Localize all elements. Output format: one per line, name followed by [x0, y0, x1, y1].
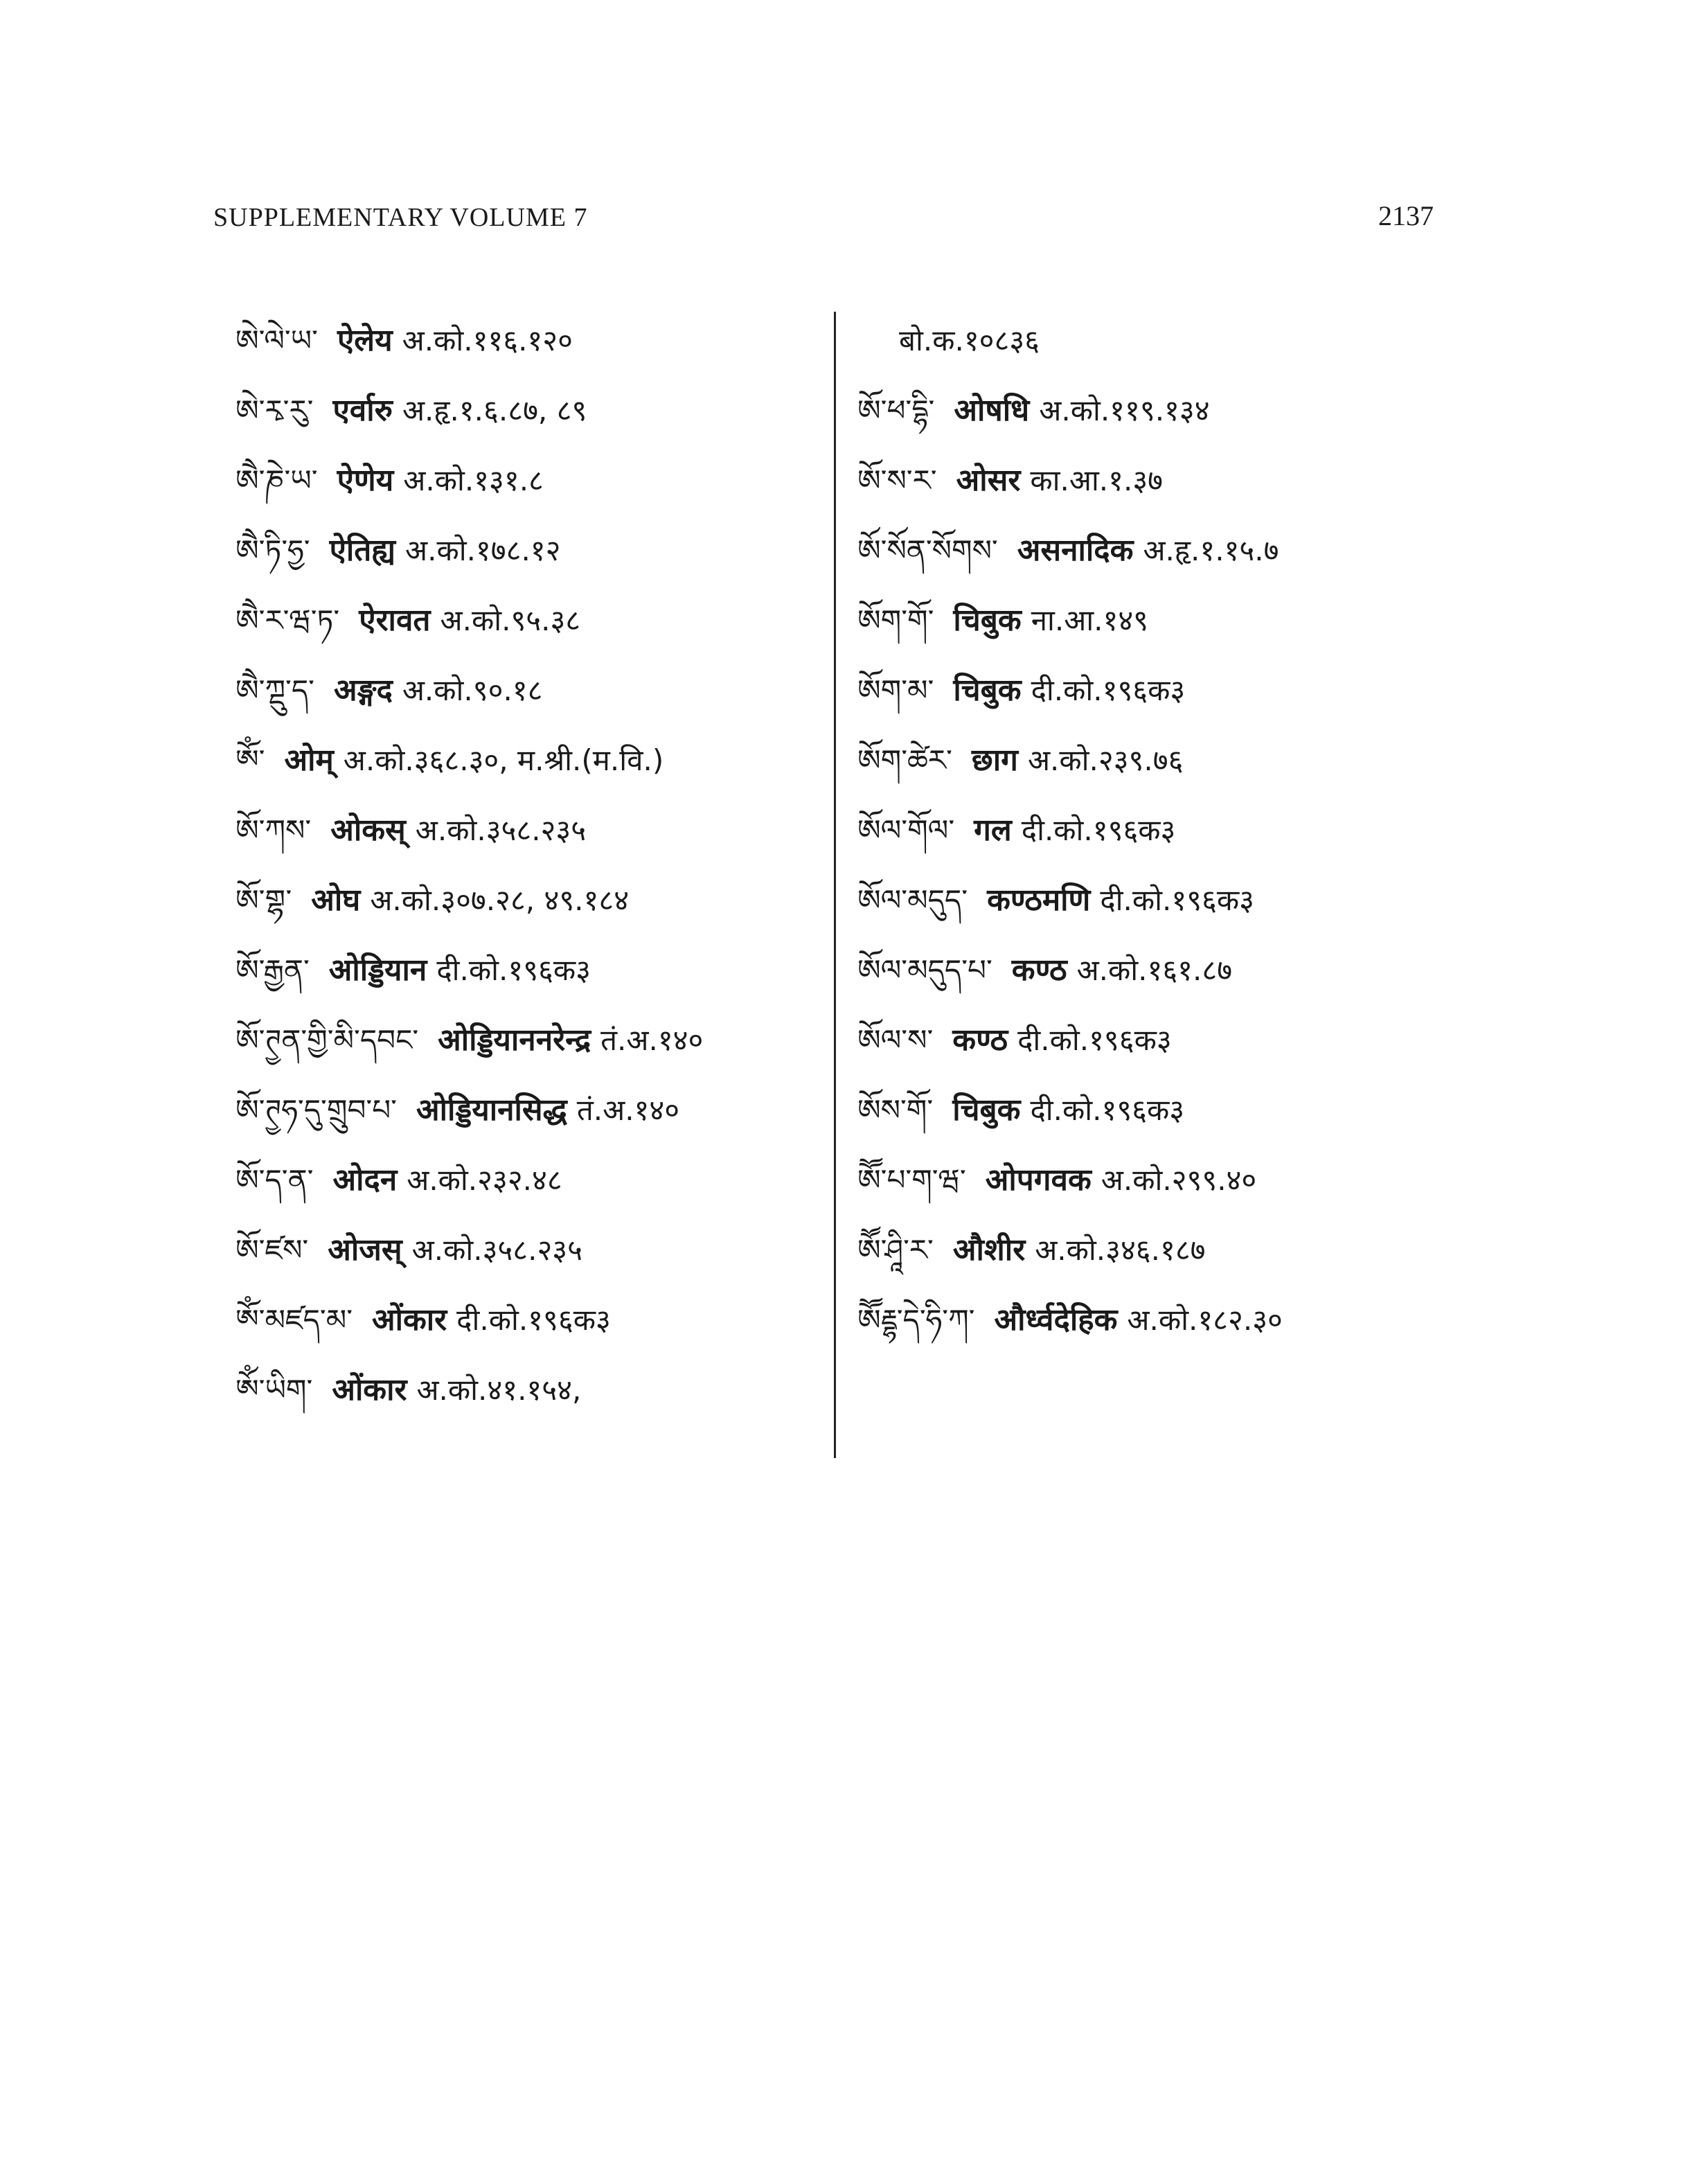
left-column [235, 320, 824, 1439]
source-reference: अ.को.३४६.१८७ [1035, 1233, 1206, 1267]
dictionary-entry [857, 1090, 1481, 1160]
sanskrit-term: ऐणेय [337, 463, 394, 498]
tibetan-term: ཨཻ་ཀྡུ་ད་ [235, 673, 314, 707]
tibetan-term: ཨོཾ་ཡིག་ [235, 1373, 313, 1407]
dictionary-entry [235, 530, 824, 600]
dictionary-entry [857, 1299, 1481, 1369]
source-reference: अ.को.३०७.२८, ४९.१८४ [370, 883, 630, 917]
dictionary-entry [235, 740, 824, 810]
sanskrit-term: ओड्डियानसिद्ध [416, 1092, 567, 1128]
source-reference: दी.को.१९६क३ [436, 953, 591, 987]
source-reference: दी.को.१९६क३ [1100, 883, 1254, 917]
dictionary-entry [235, 600, 824, 670]
sanskrit-term: छाग [971, 743, 1018, 778]
dictionary-entry [235, 950, 824, 1020]
source-reference: दी.को.१९६क३ [1031, 673, 1186, 707]
page-number: 2137 [1378, 200, 1434, 231]
source-reference: अ.हृ.१.६.८७, ८९ [402, 393, 587, 427]
sanskrit-term: ओघ [311, 882, 361, 918]
tibetan-term: ཨོ་ཀས་ [235, 813, 312, 847]
tibetan-term: ཨཻ་ཏི་ཧྱ་ [235, 533, 310, 567]
tibetan-term: ཨོས་གོ་ [857, 1093, 934, 1127]
source-reference: बो.क.१०८३६ [899, 323, 1040, 357]
sanskrit-term: ओसर [956, 463, 1021, 498]
dictionary-entry [235, 1299, 824, 1369]
tibetan-term: ཨོལ་ས་ [857, 1023, 934, 1057]
sanskrit-term: ओषधि [954, 393, 1030, 428]
source-reference: अ.को.१३१.८ [403, 463, 544, 497]
source-reference: अ.को.१७८.१२ [405, 533, 561, 567]
dictionary-entry [857, 1229, 1481, 1299]
sanskrit-term: ओपगवक [985, 1162, 1092, 1198]
dictionary-entry [235, 1160, 824, 1229]
source-reference: दी.को.१९६क३ [1021, 813, 1176, 847]
tibetan-term: ཨོཾ་ [235, 743, 265, 777]
source-reference: अ.को.३५८.२३५ [411, 1233, 582, 1267]
sanskrit-term: अङ्गद [334, 673, 393, 708]
tibetan-term: ཨོཾ་མཛད་མ་ [235, 1303, 353, 1337]
sanskrit-term: चिबुक [953, 673, 1022, 708]
source-reference: तं.अ.१४० [600, 1023, 704, 1057]
tibetan-term: ཨོག་མ་ [857, 673, 934, 707]
dictionary-entry [857, 1160, 1481, 1229]
source-reference: अ.को.१८२.३० [1127, 1303, 1283, 1337]
sanskrit-term: और्ध्वदेहिक [994, 1302, 1118, 1338]
sanskrit-term: कण्ठ [1011, 952, 1067, 988]
tibetan-term: ཨོ་རྒྱན་ [235, 953, 310, 987]
sanskrit-term: कण्ठ [952, 1022, 1008, 1058]
sanskrit-term: कण्ठमणि [987, 882, 1091, 918]
sanskrit-term: ओंकार [332, 1372, 407, 1408]
dictionary-entry [857, 740, 1481, 810]
tibetan-term: ཨོལ་མདུད་པ་ [857, 953, 992, 987]
tibetan-term: ཨོག་ཚེར་ [857, 743, 952, 777]
tibetan-term: ཨཽ་ཤཱི་ར་ [857, 1233, 934, 1267]
sanskrit-term: ऐतिह्य [329, 533, 395, 568]
sanskrit-term: ऐलेय [337, 323, 393, 358]
source-reference: दी.को.१९६क३ [1030, 1093, 1185, 1127]
dictionary-entry [857, 670, 1481, 740]
dictionary-entry [857, 600, 1481, 670]
sanskrit-term: ओड्डियान [328, 952, 427, 988]
source-reference: अ.को.१६१.८७ [1076, 953, 1233, 987]
source-reference: अ.को.११९.१३४ [1039, 393, 1210, 427]
dictionary-entry [857, 950, 1481, 1020]
dictionary-entry [235, 390, 824, 460]
tibetan-term: ཨོག་གོ་ [857, 603, 934, 637]
source-reference: दी.को.१९६क३ [1017, 1023, 1172, 1057]
tibetan-term: ཨོ་ཊྱན་གྱི་མི་དབང་ [235, 1023, 419, 1057]
dictionary-entry [857, 880, 1481, 950]
tibetan-term: ཨོ་ཛས་ [235, 1233, 309, 1267]
tibetan-term: ཨོ་སོན་སོགས་ [857, 533, 998, 567]
source-reference: ना.आ.१४९ [1031, 603, 1149, 637]
sanskrit-term: औशीर [952, 1232, 1026, 1268]
source-reference: अ.को.९०.१८ [402, 673, 543, 707]
tibetan-term: ཨོལ་གོལ་ [857, 813, 955, 847]
source-reference: अ.को.४१.१५४, [416, 1373, 582, 1407]
source-reference: अ.को.११६.१२० [402, 323, 573, 357]
dictionary-entry [235, 320, 824, 390]
tibetan-term: ཨེ་ལེ་ཡ་ [235, 323, 318, 357]
source-reference: अ.को.३६८.३०, म.श्री.(म.वि.) [343, 743, 664, 777]
dictionary-entry [235, 810, 824, 880]
source-reference: का.आ.१.३७ [1030, 463, 1164, 497]
source-reference: तं.अ.१४० [576, 1093, 680, 1127]
right-column [857, 320, 1481, 1369]
sanskrit-term: ओंकार [372, 1302, 447, 1338]
dictionary-entry [857, 810, 1481, 880]
tibetan-term: ཨོ་ཊྱཧ་དུ་གྲུབ་པ་ [235, 1093, 397, 1127]
dictionary-entry [857, 460, 1481, 530]
sanskrit-term: ओम् [284, 743, 334, 778]
tibetan-term: ཨེ་ཪྭ་རུ་ [235, 393, 314, 427]
sanskrit-term: चिबुक [953, 603, 1022, 638]
sanskrit-term: ओजस् [328, 1232, 402, 1268]
sanskrit-term: एर्वारु [332, 393, 393, 428]
running-head: SUPPLEMENTARY VOLUME 7 [213, 203, 588, 232]
dictionary-entry [235, 1229, 824, 1299]
dictionary-entry [235, 880, 824, 950]
sanskrit-term: गल [974, 813, 1012, 848]
tibetan-term: ཨཻ་ཎེ་ཡ་ [235, 463, 318, 497]
source-reference: दी.को.१९६क३ [456, 1303, 611, 1337]
tibetan-term: ཨོལ་མདུད་ [857, 883, 968, 917]
sanskrit-term: असनादिक [1017, 533, 1134, 568]
tibetan-term: ཨོ་ཕ་དྷི་ [857, 393, 935, 427]
source-reference: अ.को.९५.३८ [440, 603, 581, 637]
sanskrit-term: ऐरावत [359, 603, 431, 638]
dictionary-entry [235, 1369, 824, 1439]
tibetan-term: ཨཽ་པ་ག་ཝ་ [857, 1163, 966, 1197]
dictionary-entry [235, 460, 824, 530]
dictionary-entry [235, 1090, 824, 1160]
sanskrit-term: ओड्डियाननरेन्द्र [438, 1022, 591, 1058]
sanskrit-term: ओदन [332, 1162, 398, 1198]
tibetan-term: ཨཽརྡྷ་དེ་ཧི་ཀ་ [857, 1303, 975, 1337]
tibetan-term: ཨཻ་ར་ཝ་ཏ་ [235, 603, 340, 637]
column-divider [834, 312, 836, 1458]
sanskrit-term: चिबुक [952, 1092, 1021, 1128]
source-reference: अ.को.३५८.२३५ [415, 813, 587, 847]
sanskrit-term: ओकस् [330, 813, 406, 848]
source-reference: अ.को.२९९.४० [1101, 1163, 1257, 1197]
tibetan-term: ཨོ་ད་ན་ [235, 1163, 314, 1197]
source-reference: अ.को.२३९.७६ [1027, 743, 1184, 777]
tibetan-term: ཨོ་ས་ར་ [857, 463, 937, 497]
dictionary-entry [857, 390, 1481, 460]
tibetan-term: ཨོ་གྷ་ [235, 883, 292, 917]
source-reference: अ.हृ.१.१५.७ [1143, 533, 1279, 567]
dictionary-entry [857, 1020, 1481, 1090]
source-reference: अ.को.२३२.४८ [407, 1163, 562, 1197]
dictionary-entry [235, 1020, 824, 1090]
continued-reference [857, 320, 1481, 390]
dictionary-entry [857, 530, 1481, 600]
dictionary-entry [235, 670, 824, 740]
